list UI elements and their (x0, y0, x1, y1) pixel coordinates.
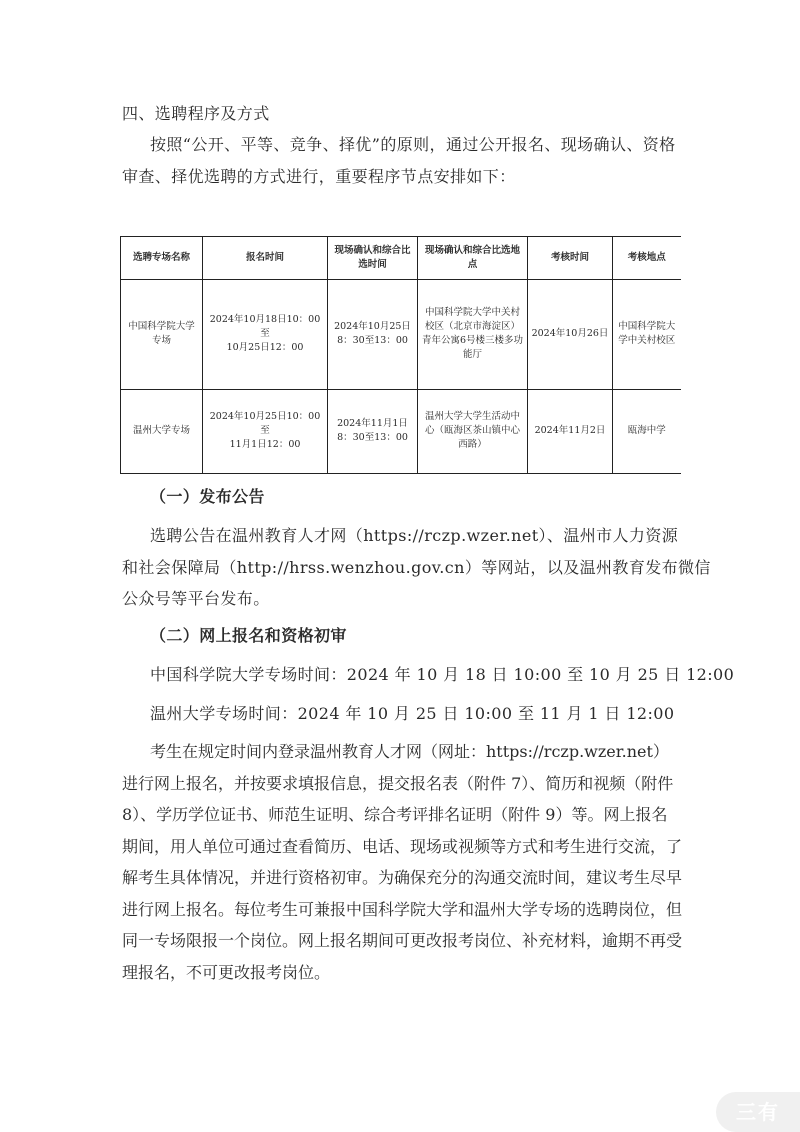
intro-line-1: 按照“公开、平等、竞争、择优”的原则，通过公开报名、现场确认、资格 (150, 135, 676, 154)
cell-assess-place: 中国科学院大学中关村校区 (613, 280, 681, 390)
sub1-line-1: 选聘公告在温州教育人才网（https://rczp.wzer.net）、温州市人力资源 (150, 526, 679, 545)
registration-end: 11月1日12：00 (229, 439, 301, 451)
sub2-time-2: 温州大学专场时间：2024 年 10 月 25 日 10:00 至 11 月 1 日 12:00 (150, 704, 675, 723)
confirm-hours: 8：30至13：00 (337, 335, 408, 347)
cell-name: 温州大学专场 (121, 389, 203, 473)
registration-end: 10月25日12：00 (226, 342, 304, 354)
table-row (121, 280, 681, 390)
cell-assess-place: 瓯海中学 (613, 389, 681, 473)
registration-to: 至 (260, 328, 270, 340)
confirm-date: 2024年10月25日 (334, 321, 411, 333)
registration-to: 至 (260, 425, 270, 437)
header-cell: 现场确认和综合比选地点 (418, 237, 528, 280)
table-header-row (121, 237, 681, 280)
cell-name: 中国科学院大学专场 (121, 280, 203, 390)
cell-assess-time: 2024年11月2日 (528, 389, 613, 473)
header-cell: 现场确认和综合比选时间 (328, 237, 418, 280)
section-heading: 四、选聘程序及方式 (122, 104, 270, 123)
cell-registration (203, 389, 328, 473)
watermark-logo: 三有 (716, 1092, 800, 1132)
sub2-paragraph-text: 考生在规定时间内登录温州教育人才网（网址：https://rczp.wzer.net）进行网上报名，并按要求填报信息，提交报名表（附件 7）、简历和视频（附件 8）、学历学位证书、师范生证明、综合考评排名证明（附件 9）等。网上报名期间，用人单位可通过查看简历、电话、现场或视频等方式和考生进行交流，了解考生具体情况，并进行资格初审。为确保充分的沟通交流时间，建议考生尽早进行网上报名。每位考生可兼报中国科学院大学和温州大学专场的选聘岗位，但同一专场限报一个岗位。网上报名期间可更改报考岗位、补充材料，逾期不再受理报名，不可更改报考岗位。 (122, 742, 683, 982)
table-row (121, 389, 681, 473)
header-cell: 报名时间 (203, 237, 328, 280)
subsection-2-heading: （二）网上报名和资格初审 (150, 626, 347, 645)
sub2-paragraph (122, 736, 682, 988)
sub2-time-1: 中国科学院大学专场时间：2024 年 10 月 18 日 10:00 至 10 月 25 日 12:00 (150, 665, 735, 684)
cell-confirm-place: 中国科学院大学中关村校区（北京市海淀区）青年公寓6号楼三楼多功能厅 (418, 280, 528, 390)
cell-confirm-place: 温州大学大学生活动中心（瓯海区茶山镇中心西路） (418, 389, 528, 473)
cell-assess-time: 2024年10月26日 (528, 280, 613, 390)
cell-confirm-time (328, 280, 418, 390)
confirm-hours: 8：30至13：00 (337, 432, 408, 444)
registration-start: 2024年10月18日10：00 (209, 314, 321, 326)
intro-line-2: 审查、择优选聘的方式进行，重要程序节点安排如下： (122, 167, 516, 186)
sub1-line-3: 公众号等平台发布。 (122, 589, 270, 608)
confirm-date: 2024年11月1日 (337, 418, 408, 430)
subsection-1-heading: （一）发布公告 (150, 487, 265, 506)
header-cell: 考核地点 (613, 237, 681, 280)
header-cell: 考核时间 (528, 237, 613, 280)
sub1-line-2: 和社会保障局（http://hrss.wenzhou.gov.cn）等网站，以及温州教育发布微信 (122, 558, 711, 577)
cell-registration (203, 280, 328, 390)
schedule-table (120, 236, 681, 474)
registration-start: 2024年10月25日10：00 (209, 411, 321, 423)
cell-confirm-time (328, 389, 418, 473)
header-cell: 选聘专场名称 (121, 237, 203, 280)
